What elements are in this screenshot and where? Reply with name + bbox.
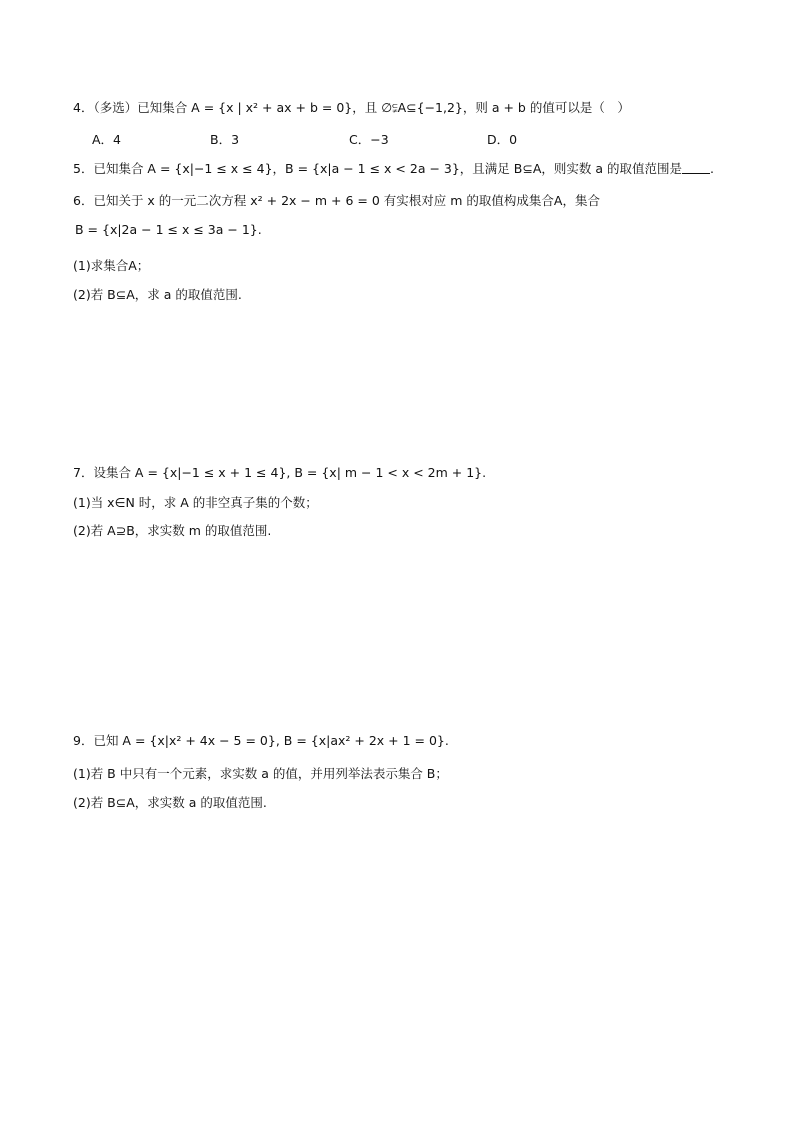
question-7-part-2: (2)若 A⊇B，求实数 m 的取值范围. [73, 523, 272, 538]
question-7 [73, 464, 486, 482]
question-text: 已知集合 A = {x|−1 ≤ x ≤ 4}，B = {x|a − 1 ≤ x < 2a − 3}，且满足 B⊆A，则实数 a 的取值范围是 [93, 161, 682, 176]
question-number: 7． [73, 465, 94, 480]
question-text: 已知 A = {x|x² + 4x − 5 = 0}, B = {x|ax² + 2x + 1 = 0}. [93, 733, 449, 748]
question-6-set-b: B = {x|2a − 1 ≤ x ≤ 3a − 1}. [75, 222, 262, 237]
question-text-end: . [709, 161, 714, 176]
option-d: D．0 [487, 132, 518, 147]
question-number: 5． [73, 161, 94, 176]
question-text: 设集合 A = {x|−1 ≤ x + 1 ≤ 4}, B = {x| m − 1 < x < 2m + 1}. [93, 465, 487, 480]
question-6-part-1: (1)求集合A； [73, 258, 150, 273]
question-9 [73, 732, 449, 750]
question-number: 9． [73, 733, 94, 748]
question-number: 6． [73, 193, 94, 208]
question-text: （多选）已知集合 A = {x | x² + ax + b = 0}，且 ∅⫋A⊆{−1,2}，则 a + b 的值可以是（ ） [93, 100, 630, 115]
question-6 [73, 192, 600, 210]
option-b: B．3 [210, 132, 240, 147]
question-6-part-2: (2)若 B⊆A，求 a 的取值范围. [73, 287, 242, 302]
question-9-part-1: (1)若 B 中只有一个元素，求实数 a 的值，并用列举法表示集合 B； [73, 766, 448, 781]
question-9-part-2: (2)若 B⊆A，求实数 a 的取值范围. [73, 795, 267, 810]
question-text: 已知关于 x 的一元二次方程 x² + 2x − m + 6 = 0 有实根对应 m 的取值构成集合A，集合 [93, 193, 600, 208]
question-5 [73, 160, 714, 178]
option-c: C．−3 [349, 132, 389, 147]
option-a: A．4 [92, 132, 122, 147]
answer-blank [682, 161, 710, 174]
question-7-part-1: (1)当 x∈N 时，求 A 的非空真子集的个数； [73, 495, 318, 510]
question-4 [73, 99, 630, 117]
question-number: 4． [73, 100, 94, 115]
